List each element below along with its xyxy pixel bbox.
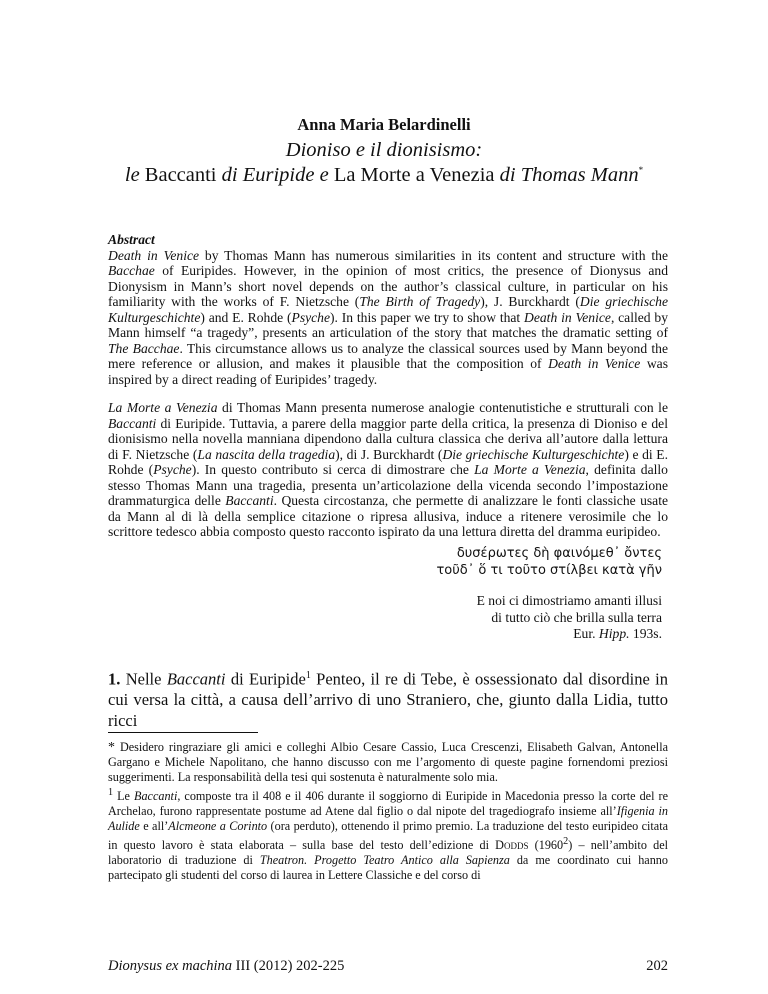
text-smallcaps: Dodds <box>495 838 529 853</box>
abstract-italian <box>108 400 668 540</box>
text: Eur. <box>573 626 599 641</box>
text-italic: The Birth of Tragedy <box>359 294 481 309</box>
text: ). In questo contributo si cerca di dimostrare che <box>191 462 475 477</box>
journal-volume: III (2012) 202-225 <box>232 958 345 974</box>
footnote-star <box>108 740 668 785</box>
epigraph-translation-line: di tutto ciò che brilla sulla terra <box>491 609 662 625</box>
text: ). In this paper we try to show that <box>330 309 525 325</box>
title-part: La Morte a Venezia <box>328 164 500 186</box>
text-italic: The Bacchae <box>108 340 180 356</box>
text-italic: La Morte a Venezia <box>474 462 586 477</box>
footnote-marker[interactable]: 1 <box>305 670 311 681</box>
epigraph-translation-line: E noi ci dimostriamo amanti illusi <box>476 593 662 608</box>
footnotes <box>108 740 668 883</box>
text: Desidero ringraziare gli amici e colleghi Albio Cesare Cassio, Luca Crescenzi, Elisabeth Galvan, Antonella Gargano e Michele Napolitano, che hanno discusso con me l’argomento di queste pagine fornendomi preziosi suggerimenti. La responsabilità della tesi qui sostenuta è naturalmente solo mia. <box>108 740 668 784</box>
text-italic: Psyche <box>291 309 331 325</box>
abstract-english <box>108 248 668 388</box>
page-number: 202 <box>646 958 668 974</box>
journal-citation <box>108 958 344 975</box>
text-italic: La nascita della tragedia <box>197 446 336 462</box>
text: ) and E. Rohde ( <box>200 309 292 325</box>
text: Nelle <box>120 669 167 689</box>
text: ), J. Burckhardt ( <box>480 294 580 309</box>
title-line-1: Dioniso e il dionisismo: <box>285 139 483 161</box>
text-italic: Death in Venice <box>548 356 641 371</box>
title-line-2 <box>0 164 768 187</box>
text: ) e di E. Rohde ( <box>108 446 668 477</box>
text-italic: Bacchae <box>108 263 155 278</box>
footnote-divider <box>108 732 258 733</box>
abstract-heading: Abstract <box>108 232 155 247</box>
text: di Thomas Mann presenta numerose analogie contenutistiche e strutturali con le <box>217 400 668 415</box>
text: . Questa circostanza, che permette di analizzare le fonti classiche usate da Mann al di là della semplice citazione o ripresa allusiva, induce a ritenere verosimile che lo scrittore tedesco abbia composto questo racconto ispirato da una lettura diretta del dramma euripideo. <box>108 493 669 539</box>
text-italic: Baccanti <box>134 789 178 804</box>
author-name: Anna Maria Belardinelli <box>297 115 471 134</box>
text: di Euripide. Tuttavia, a parere della maggior parte della critica, la presenza di Dioniso e del dionisismo nella novella manniana dipendono dalla cultura classica che deriva all’autore dalla lettura di F. Nietzsche ( <box>108 415 668 462</box>
title-part: le <box>124 164 140 186</box>
title-part: Baccanti <box>139 164 222 186</box>
text-italic: Alcmeone a Corinto <box>168 819 268 834</box>
text-italic: Baccanti <box>108 415 157 431</box>
text: di Euripide <box>225 669 306 689</box>
text: . This circumstance allows us to analyze the classical sources used by Mann beyond the mere reference or allusion, and makes it plausible that the composition of <box>108 340 669 371</box>
text: da me coordinato cui hanno partecipato gli studenti del corso di laurea in Lettere Classiche e del corso di <box>108 853 668 883</box>
text: Le <box>113 789 135 804</box>
text: 193s. <box>629 626 662 641</box>
text-italic: La Morte a Venezia <box>108 400 218 415</box>
footnote-mark: 1 <box>108 787 114 798</box>
text: Penteo, il re di Tebe, è ossessionato dal disordine in cui versa la città, a causa dell’arrivo di uno Straniero, che, giunto dalla Lidia, tutto ricci <box>108 669 668 730</box>
text: , definita dallo stesso Thomas Mann una tragedia, presenta un’articolazione della vicenda secondo l’impostazione drammaturgica delle <box>108 462 668 508</box>
text-italic: Die griechische Kulturgeschichte <box>108 294 668 325</box>
text-italic: Baccanti <box>225 493 274 508</box>
text-italic: Die griechische Kulturgeschichte <box>442 446 625 462</box>
journal-name: Dionysus ex machina <box>108 958 233 974</box>
superscript: 2 <box>563 836 569 848</box>
text-italic: Theatron. Progetto Teatro Antico alla Sapienza <box>259 853 510 868</box>
text-italic: Ifigenia in Aulide <box>108 804 669 834</box>
epigraph-greek-line: δυσέρωτες δὴ φαινόμεθ᾽ ὄντες <box>456 546 662 561</box>
section-number: 1. <box>108 669 121 689</box>
abstract <box>108 232 668 540</box>
epigraph-greek-line: τοῦδ᾽ ὅ τι τοῦτο στίλβει κατὰ γῆν <box>436 563 662 578</box>
text-italic: Hipp. <box>598 626 630 641</box>
text: of Euripides. However, in the opinion of most critics, the presence of Dionysus and Dionysism in Mann’s short novel depends on the author’s classical culture, in particular on his familiarity with the works of F. Nietzsche ( <box>108 263 668 309</box>
text: ) – nell’ambito del laboratorio di traduzione di <box>108 838 668 868</box>
epigraph <box>436 545 662 643</box>
text: , called by Mann himself “a tragedy”, presents an articulation of the story that matches the dramatic setting of <box>108 309 669 340</box>
text-italic: Psyche <box>153 462 192 477</box>
text: ), di J. Burckhardt ( <box>335 446 443 462</box>
body-paragraph <box>108 666 668 731</box>
footnote-mark: * <box>108 740 115 755</box>
title-part: di Euripide e <box>221 164 329 186</box>
text: (ora perduto), ottenendo il primo premio. La traduzione del testo euripideo citata in questo lavoro è stata elaborata – sulla base del testo dell’edizione di <box>108 819 668 853</box>
text: e all’ <box>139 819 169 834</box>
epigraph-source <box>436 626 662 643</box>
footnote-1 <box>108 785 668 883</box>
text-italic: Death in Venice <box>524 309 611 325</box>
title-part: di Thomas Mann <box>499 164 639 186</box>
text: (1960 <box>528 838 564 853</box>
text: was inspired by a direct reading of Euripides’ tragedy. <box>108 356 668 387</box>
text-italic: Death in Venice <box>108 247 200 263</box>
text: by Thomas Mann has numerous similarities in its content and structure with the <box>199 247 668 263</box>
text-italic: Baccanti <box>166 669 226 689</box>
text: , composte tra il 408 e il 406 durante il soggiorno di Euripide in Macedonia presso la corte del re Archelao, furono rappresentate postume ad Atene dal figlio o dal nipote del tragediografo insieme all’ <box>108 789 668 819</box>
footnote-marker[interactable]: * <box>638 165 644 176</box>
